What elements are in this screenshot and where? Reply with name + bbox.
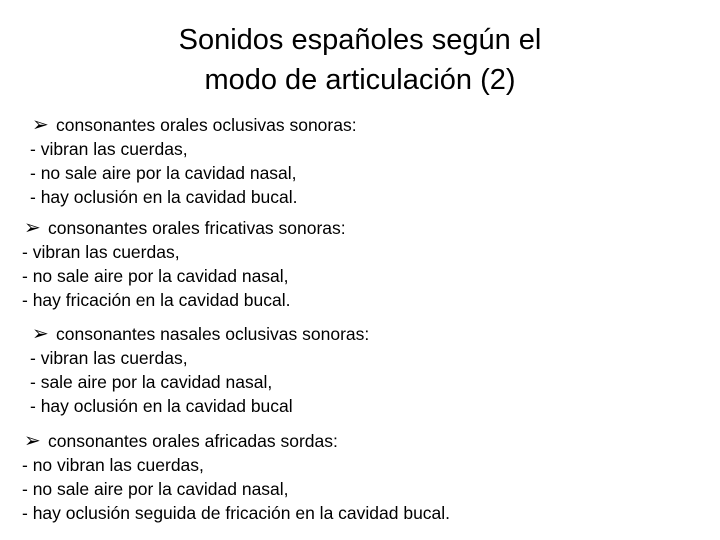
section-nasales-oclusivas — [32, 322, 369, 418]
section-heading-colon: : — [333, 431, 338, 451]
arrow-bullet-icon: ➢ — [32, 114, 49, 136]
section-items — [22, 453, 450, 525]
list-item: - no sale aire por la cavidad nasal, — [22, 266, 289, 286]
slide-title — [0, 20, 720, 100]
list-item: - vibran las cuerdas, — [22, 242, 180, 262]
title-line-1: Sonidos españoles según el — [178, 24, 542, 56]
arrow-bullet-icon: ➢ — [32, 323, 49, 345]
section-heading — [24, 429, 450, 453]
section-items — [30, 346, 369, 418]
section-heading — [24, 216, 346, 240]
section-heading-text: consonantes nasales oclusivas sonoras — [56, 324, 365, 344]
section-heading — [32, 113, 357, 137]
section-heading — [32, 322, 369, 346]
title-line-2: modo de articulación (2) — [204, 64, 516, 96]
section-heading-text: consonantes orales oclusivas sonoras — [56, 115, 352, 135]
section-fricativas-sonoras — [24, 216, 346, 312]
list-item: - no sale aire por la cavidad nasal, — [22, 479, 289, 499]
arrow-bullet-icon: ➢ — [24, 217, 41, 239]
list-item: - vibran las cuerdas, — [30, 139, 188, 159]
list-item: - vibran las cuerdas, — [30, 348, 188, 368]
section-heading-colon: : — [364, 324, 370, 344]
list-item: - no vibran las cuerdas, — [22, 455, 204, 475]
section-items — [30, 137, 357, 209]
section-heading-text: consonantes orales fricativas sonoras — [48, 218, 341, 238]
list-item: - hay fricación en la cavidad bucal. — [22, 290, 291, 310]
section-heading-colon: : — [351, 115, 357, 135]
list-item: - hay oclusión en la cavidad bucal — [30, 396, 293, 416]
section-heading-text: consonantes orales africadas sordas — [48, 431, 334, 451]
list-item: - hay oclusión en la cavidad bucal. — [30, 187, 298, 207]
list-item: - hay oclusión seguida de fricación en la cavidad bucal. — [22, 503, 451, 523]
arrow-bullet-icon: ➢ — [24, 430, 41, 452]
section-africadas-sordas — [24, 429, 450, 525]
list-item: - sale aire por la cavidad nasal, — [30, 372, 273, 392]
section-items — [22, 240, 346, 312]
section-oclusivas-sonoras — [32, 113, 357, 209]
list-item: - no sale aire por la cavidad nasal, — [30, 163, 297, 183]
section-heading-colon: : — [340, 218, 346, 238]
